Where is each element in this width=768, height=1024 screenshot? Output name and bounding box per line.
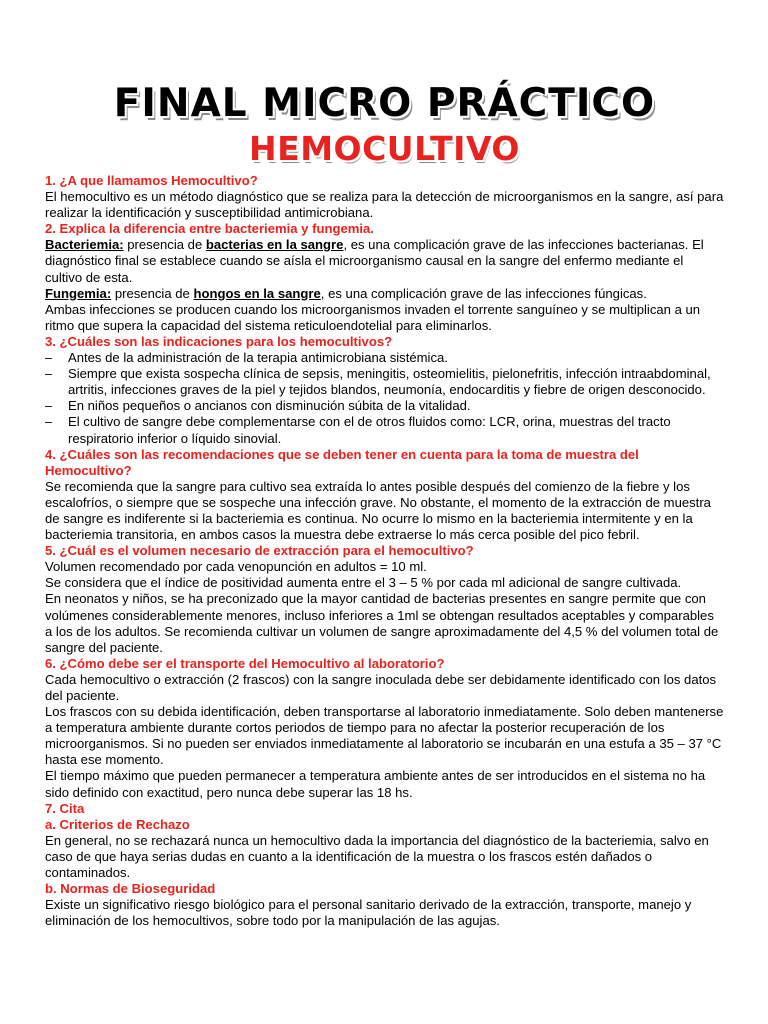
question-5-heading: 5. ¿Cuál es el volumen necesario de extracción para el hemocultivo? [45, 543, 474, 559]
page-title: FINAL MICRO PRÁCTICO [113, 81, 656, 126]
fungemia-key: hongos en la sangre [193, 285, 321, 301]
dash-bullet: – [45, 414, 53, 430]
answer-6-paragraph-2: Los frascos con su debida identificación, deben transportarse al laboratorio inmediatamente. Solo deben mantenerse a temperatura ambiente durante cortos periodos de tiempo para no afectar la posterior recuperación de los microorganismos. Si no pueden ser enviados inmediatamente al laboratorio se incubarán en una estufa a 35 – 37 °C hasta ese momento. [45, 704, 724, 768]
question-1-heading: 1. ¿A que llamamos Hemocultivo? [45, 173, 258, 188]
list-item-text: En niños pequeños o ancianos con disminución súbita de la vitalidad. [68, 398, 471, 414]
question-3-heading: 3. ¿Cuáles son las indicaciones para los hemocultivos? [45, 333, 393, 349]
answer-4-paragraph: Se recomienda que la sangre para cultivo sea extraída lo antes posible después del comienzo de la fiebre y los escalofríos, o siempre que se sospeche una infección grave. No obstante, el momento de la extracción de muestra de sangre es indiferente si la bacteriemia es continua. No ocurre lo mismo en la bacteriemia intermitente y en la bacteriemia transitoria, en ambos casos la muestra debe extraerse lo más cerca posible del pico febril. [45, 478, 711, 543]
indications-list [45, 350, 724, 447]
dash-bullet: – [45, 350, 53, 366]
list-item-text: El cultivo de sangre debe complementarse con el de otros fluidos como: LCR, orina, muestras del tracto respiratorio inferior o líquido sinovial. [68, 414, 671, 446]
fungemia-definition [45, 286, 724, 302]
list-item [45, 414, 724, 446]
question-7-heading: 7. Cita [45, 800, 85, 816]
fungemia-text-post: , es una complicación grave de las infecciones fúngicas. [320, 285, 647, 301]
question-2-heading: 2. Explica la diferencia entre bacteriemia y fungemia. [45, 221, 374, 237]
answer-7b-paragraph: Existe un significativo riesgo biológico para el personal sanitario derivado de la extracción, transporte, manejo y eliminación de los hemocultivos, sobre todo por la manipulación de las agujas. [45, 897, 692, 929]
answer-2-paragraph: Ambas infecciones se producen cuando los microorganismos invaden el torrente sanguíneo y se multiplican a un ritmo que supera la capacidad del sistema reticuloendotelial para eliminarlos. [45, 301, 701, 333]
answer-6-paragraph-1: Cada hemocultivo o extracción (2 frascos) con la sangre inoculada debe ser debidamente identificado con los datos del paciente. [45, 671, 717, 703]
list-item-text: Siempre que exista sospecha clínica de sepsis, meningitis, osteomielitis, pielonefritis, infección intraabdominal, artritis, infecciones graves de la piel y tejidos blandos, neumonía, endocarditis y fiebre de origen desconocido. [68, 366, 711, 398]
question-6-heading: 6. ¿Cómo debe ser el transporte del Hemocultivo al laboratorio? [45, 655, 445, 671]
subheading-criterios-rechazo: a. Criterios de Rechazo [45, 816, 190, 832]
dash-bullet: – [45, 366, 53, 382]
document-body [45, 173, 724, 929]
dash-bullet: – [45, 398, 53, 414]
fungemia-text-pre: presencia de [111, 285, 194, 301]
fungemia-term: Fungemia: [45, 285, 112, 301]
answer-6-paragraph-3: El tiempo máximo que pueden permanecer a temperatura ambiente antes de ser introducidos en el sistema no ha sido definido con exactitud, pero nunca debe superar las 18 hs. [45, 768, 706, 800]
list-item [45, 398, 724, 414]
page-subtitle: HEMOCULTIVO [249, 129, 520, 168]
bacteriemia-term: Bacteriemia: [45, 237, 124, 253]
subheading-normas-bioseguridad: b. Normas de Bioseguridad [45, 881, 216, 897]
list-item [45, 350, 724, 366]
list-item-text: Antes de la administración de la terapia antimicrobiana sistémica. [68, 350, 448, 366]
bacteriemia-definition [45, 237, 724, 285]
question-4-heading: 4. ¿Cuáles son las recomendaciones que se deben tener en cuenta para la toma de muestra del Hemocultivo? [45, 446, 639, 478]
bacteriemia-text-post: , es una complicación grave de las infecciones bacterianas. El diagnóstico final se establece cuando se aísla el microorganismo causal en la sangre del enfermo mediante el cultivo de esta. [45, 237, 704, 285]
answer-5-paragraph-1: Volumen recomendado por cada venopunción en adultos = 10 ml. [45, 559, 427, 575]
list-item [45, 366, 724, 398]
bacteriemia-key: bacterias en la sangre [205, 237, 344, 253]
answer-5-paragraph-2: Se considera que el índice de positividad aumenta entre el 3 – 5 % por cada ml adicional de sangre cultivada. [45, 575, 682, 591]
answer-5-paragraph-3: En neonatos y niños, se ha preconizado que la mayor cantidad de bacterias presentes en sangre permite que con volúmenes considerablemente menores, incluso inferiores a 1ml se obtengan resultados aceptables y comparables a los de los adultos. Se recomienda cultivar un volumen de sangre aproximadamente del 4,5 % del volumen total de sangre del paciente. [45, 591, 719, 655]
bacteriemia-text-pre: presencia de [123, 237, 206, 253]
answer-7a-paragraph: En general, no se rechazará nunca un hemocultivo dada la importancia del diagnóstico de la bacteriemia, salvo en caso de que haya serias dudas en cuanto a la identificación de la muestra o los frascos estén dañados o contaminados. [45, 832, 709, 881]
answer-1-paragraph: El hemocultivo es un método diagnóstico que se realiza para la detección de microorganismos en la sangre, así para realizar la identificación y susceptibilidad antimicrobiana. [45, 189, 724, 221]
